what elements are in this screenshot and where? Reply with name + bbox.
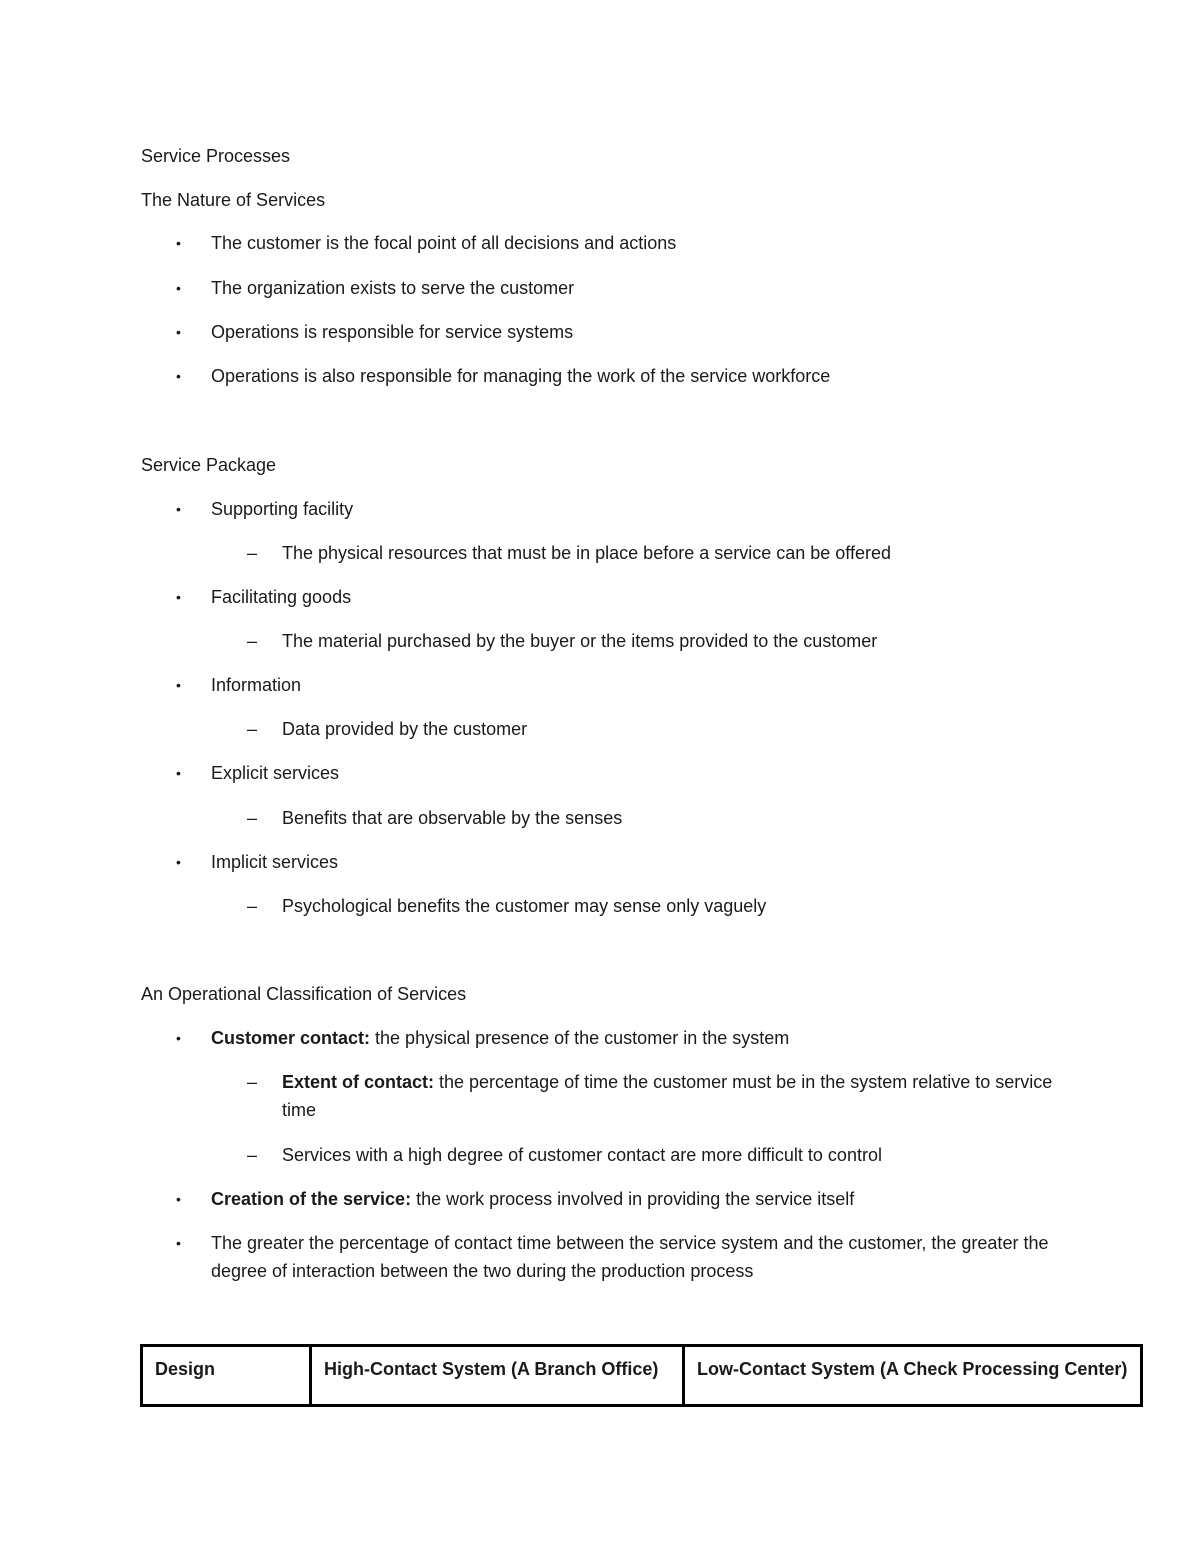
- list-item-text: [211, 1185, 1071, 1213]
- list-item-text: Operations is also responsible for managing the work of the service workforce: [211, 366, 831, 386]
- list-item-text: Supporting facility: [211, 499, 354, 519]
- bullet-icon: •: [176, 501, 181, 517]
- sub-list-item-text: Services with a high degree of customer contact are more difficult to control: [282, 1145, 882, 1165]
- list-item-text: Information: [211, 675, 302, 695]
- sub-list-item-text: The material purchased by the buyer or the items provided to the customer: [282, 631, 878, 651]
- sub-list-item-text: Psychological benefits the customer may sense only vaguely: [282, 896, 767, 916]
- dash-icon: –: [247, 543, 258, 563]
- bullet-icon: •: [176, 235, 181, 251]
- list-item-text: Facilitating goods: [211, 587, 352, 607]
- list-item-text: Explicit services: [211, 763, 340, 783]
- bullet-icon: •: [176, 1030, 181, 1046]
- list-item-text: The greater the percentage of contact time between the service system and the customer, the greater the degree of interaction between the two during the production process: [211, 1233, 1049, 1281]
- list-item-text: [211, 1024, 1071, 1052]
- dash-icon: –: [247, 1145, 258, 1165]
- bullet-icon: •: [176, 1235, 181, 1251]
- table-header-row: [142, 1346, 1142, 1406]
- bullet-icon: •: [176, 677, 181, 693]
- table-header-cell: Design: [142, 1346, 311, 1406]
- dash-icon: –: [247, 719, 258, 739]
- section-heading-service-package: Service Package: [141, 455, 277, 475]
- bullet-icon: •: [176, 280, 181, 296]
- design-comparison-table: [140, 1344, 1143, 1407]
- bullet-icon: •: [176, 765, 181, 781]
- sub-list-item-text: [282, 1068, 1072, 1124]
- bullet-icon: •: [176, 589, 181, 605]
- sub-list-item-text: The physical resources that must be in place before a service can be offered: [282, 543, 892, 563]
- table-header-cell: High-Contact System (A Branch Office): [311, 1346, 684, 1406]
- list-item-text: The organization exists to serve the customer: [211, 278, 575, 298]
- section-heading-nature-of-services: The Nature of Services: [141, 190, 326, 210]
- dash-icon: –: [247, 1072, 258, 1092]
- dash-icon: –: [247, 808, 258, 828]
- document-title: Service Processes: [141, 146, 291, 166]
- list-item-text: Implicit services: [211, 852, 339, 872]
- dash-icon: –: [247, 896, 258, 916]
- list-item-text: The customer is the focal point of all decisions and actions: [211, 233, 677, 253]
- sub-list-item-text: Benefits that are observable by the senses: [282, 808, 623, 828]
- term-label: Creation of the service:: [211, 1189, 412, 1209]
- bullet-icon: •: [176, 324, 181, 340]
- section-heading-operational-classification: An Operational Classification of Services: [141, 984, 467, 1004]
- term-definition: the physical presence of the customer in the system: [370, 1028, 790, 1048]
- list-item-text: Operations is responsible for service systems: [211, 322, 574, 342]
- bullet-icon: •: [176, 368, 181, 384]
- term-definition: the percentage of time the customer must be in the system relative to service time: [282, 1072, 1053, 1120]
- table-header-cell: Low-Contact System (A Check Processing Center): [684, 1346, 1142, 1406]
- term-definition: the work process involved in providing the service itself: [411, 1189, 855, 1209]
- sub-list-item-text: Data provided by the customer: [282, 719, 528, 739]
- dash-icon: –: [247, 631, 258, 651]
- term-label: Customer contact:: [211, 1028, 371, 1048]
- bullet-icon: •: [176, 1191, 181, 1207]
- bullet-icon: •: [176, 854, 181, 870]
- term-label: Extent of contact:: [282, 1072, 435, 1092]
